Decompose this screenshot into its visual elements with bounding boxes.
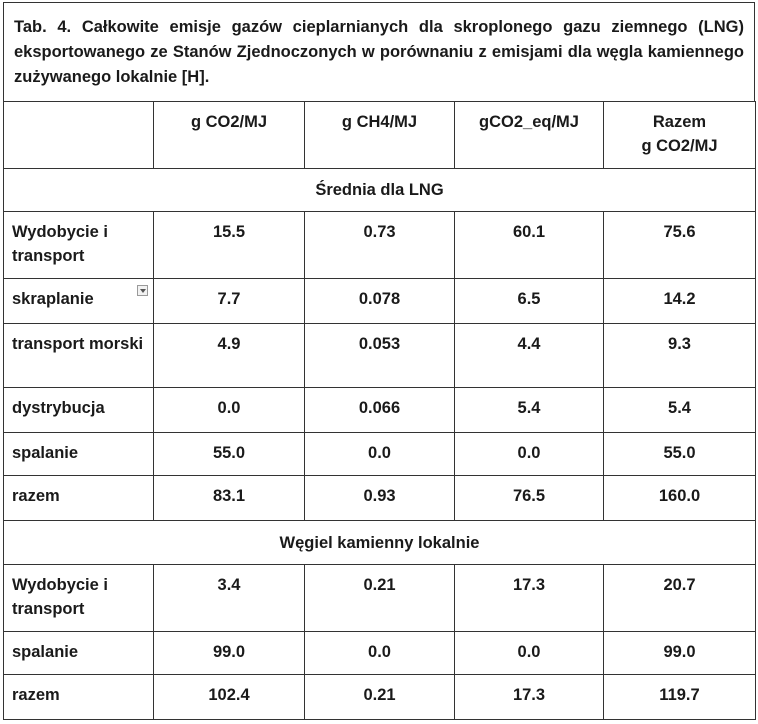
- table-cell: 20.7: [604, 565, 756, 632]
- row-label: Wydobycie i transport: [4, 212, 154, 279]
- table-cell: 3.4: [154, 565, 305, 632]
- row-label: skraplanie: [12, 290, 94, 308]
- row-label: dystrybucja: [4, 388, 154, 433]
- row-label: spalanie: [4, 433, 154, 476]
- table-cell: 0.73: [305, 212, 455, 279]
- header-cell-empty: [4, 102, 154, 169]
- row-label: Wydobycie i transport: [4, 565, 154, 632]
- table-cell: 7.7: [154, 279, 305, 324]
- header-cell-co2: g CO2/MJ: [154, 102, 305, 169]
- table-cell: 55.0: [604, 433, 756, 476]
- table-cell: 0.078: [305, 279, 455, 324]
- header-cell-total: Razem g CO2/MJ: [604, 102, 756, 169]
- table-row: [4, 324, 756, 388]
- section-title-lng: Średnia dla LNG: [4, 169, 756, 212]
- table-row: [4, 675, 756, 720]
- header-cell-co2eq: gCO2_eq/MJ: [455, 102, 604, 169]
- table-cell: 119.7: [604, 675, 756, 720]
- table-row: [4, 632, 756, 675]
- table-cell: 5.4: [604, 388, 756, 433]
- table-cell: 160.0: [604, 476, 756, 521]
- table-row: [4, 388, 756, 433]
- table-row: [4, 433, 756, 476]
- table-cell: 5.4: [455, 388, 604, 433]
- table-cell: 0.0: [455, 632, 604, 675]
- table-cell: 9.3: [604, 324, 756, 388]
- row-label: razem: [4, 476, 154, 521]
- row-label: razem: [4, 675, 154, 720]
- emissions-table: [3, 101, 756, 720]
- table-row: [4, 212, 756, 279]
- table-row: [4, 476, 756, 521]
- table-cell: 0.0: [154, 388, 305, 433]
- row-label-cell: [4, 279, 154, 324]
- table-cell: 0.066: [305, 388, 455, 433]
- chevron-down-icon[interactable]: [137, 285, 148, 296]
- table-cell: 14.2: [604, 279, 756, 324]
- section-title-coal: Węgiel kamienny lokalnie: [4, 521, 756, 565]
- table-cell: 6.5: [455, 279, 604, 324]
- row-label: spalanie: [4, 632, 154, 675]
- table-cell: 75.6: [604, 212, 756, 279]
- table-cell: 102.4: [154, 675, 305, 720]
- table-cell: 15.5: [154, 212, 305, 279]
- table-cell: 4.4: [455, 324, 604, 388]
- table-cell: 0.0: [305, 632, 455, 675]
- table-cell: 99.0: [604, 632, 756, 675]
- table-cell: 76.5: [455, 476, 604, 521]
- table-cell: 4.9: [154, 324, 305, 388]
- table-row: [4, 279, 756, 324]
- table-cell: 0.21: [305, 675, 455, 720]
- table-caption: Tab. 4. Całkowite emisje gazów cieplarnianych dla skroplonego gazu ziemnego (LNG) eksportowanego ze Stanów Zjednoczonych w porównaniu z emisjami dla węgla kamiennego zużywanego lokalnie [H].: [3, 2, 755, 101]
- table-cell: 0.053: [305, 324, 455, 388]
- table-cell: 0.21: [305, 565, 455, 632]
- table-row: [4, 565, 756, 632]
- section-row: [4, 521, 756, 565]
- document-table-figure: [3, 2, 755, 720]
- table-cell: 60.1: [455, 212, 604, 279]
- row-label: transport morski: [4, 324, 154, 388]
- table-cell: 0.93: [305, 476, 455, 521]
- table-cell: 17.3: [455, 675, 604, 720]
- table-cell: 99.0: [154, 632, 305, 675]
- header-cell-ch4: g CH4/MJ: [305, 102, 455, 169]
- table-cell: 55.0: [154, 433, 305, 476]
- table-cell: 17.3: [455, 565, 604, 632]
- section-row: [4, 169, 756, 212]
- table-cell: 0.0: [305, 433, 455, 476]
- table-cell: 0.0: [455, 433, 604, 476]
- table-cell: 83.1: [154, 476, 305, 521]
- header-row: [4, 102, 756, 169]
